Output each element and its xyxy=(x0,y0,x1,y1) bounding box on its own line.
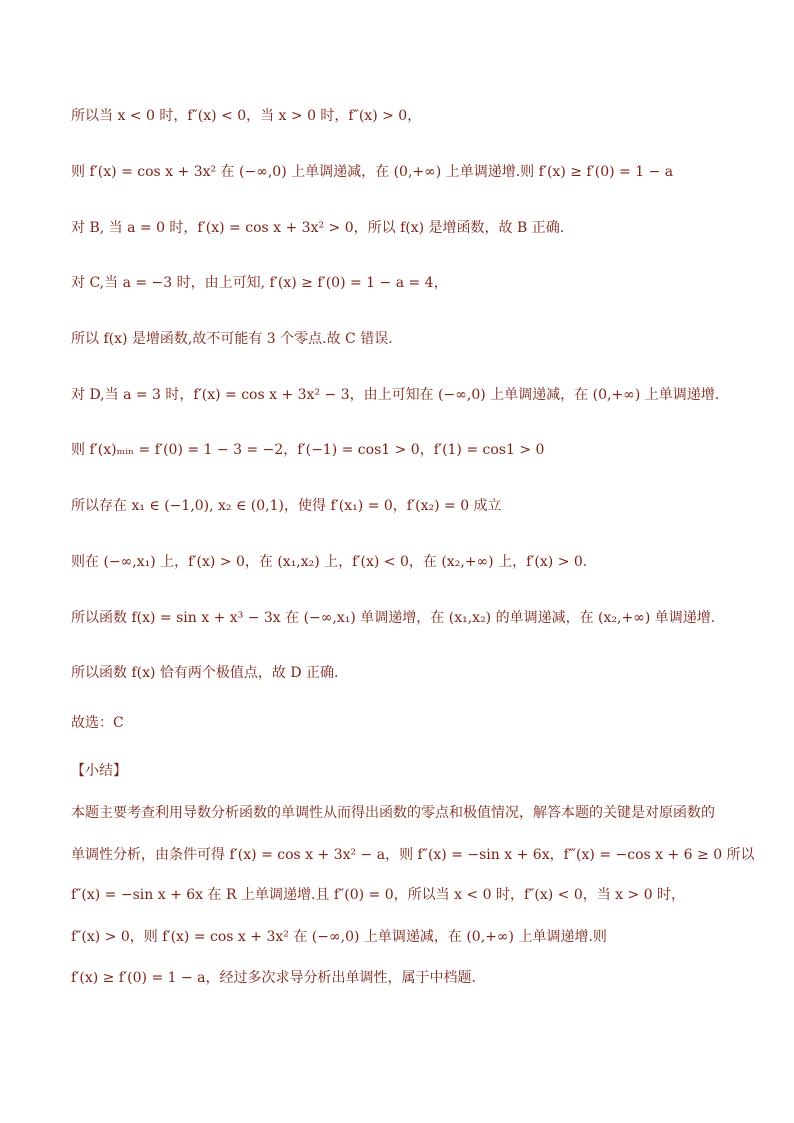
line-7: 则 f′(x)ₘᵢₙ = f′(0) = 1 − 3 = −2，f′(−1) = cos1 > 0，f′(1) = cos1 > 0 xyxy=(71,442,545,458)
summary-line-2: 单调性分析，由条件可得 f′(x) = cos x + 3x² − a，则 f″(x) = −sin x + 6x，f‴(x) = −cos x + 6 ≥ 0 所以 xyxy=(71,847,755,863)
line-4: 对 C,当 a = −3 时，由上可知, f′(x) ≥ f′(0) = 1 − a = 4， xyxy=(71,275,448,291)
line-11: 所以函数 f(x) 恰有两个极值点，故 D 正确. xyxy=(71,665,339,681)
line-6: 对 D,当 a = 3 时，f′(x) = cos x + 3x² − 3，由上可知在 (−∞,0) 上单调递减，在 (0,+∞) 上单调递增. xyxy=(71,387,720,403)
summary-title: 【小结】 xyxy=(71,763,127,779)
line-3: 对 B, 当 a = 0 时，f′(x) = cos x + 3x² > 0，所以 f(x) 是增函数，故 B 正确. xyxy=(71,220,565,236)
line-2: 则 f′(x) = cos x + 3x² 在 (−∞,0) 上单调递减，在 (0,+∞) 上单调递增.则 f′(x) ≥ f′(0) = 1 − a xyxy=(71,164,674,180)
answer-line: 故选：C xyxy=(71,715,124,731)
line-8: 所以存在 x₁ ∈ (−1,0), x₂ ∈ (0,1)，使得 f′(x₁) = 0，f′(x₂) = 0 成立 xyxy=(71,498,502,514)
summary-line-4: f″(x) > 0，则 f′(x) = cos x + 3x² 在 (−∞,0) 上单调递减，在 (0,+∞) 上单调递增.则 xyxy=(71,929,607,945)
line-10: 所以函数 f(x) = sin x + x³ − 3x 在 (−∞,x₁) 单调递增，在 (x₁,x₂) 的单调递减，在 (x₂,+∞) 单调递增. xyxy=(71,610,716,626)
summary-line-1: 本题主要考查利用导数分析函数的单调性从而得出函数的零点和极值情况，解答本题的关键是对原函数的 xyxy=(71,805,715,821)
line-9: 则在 (−∞,x₁) 上，f′(x) > 0，在 (x₁,x₂) 上，f′(x) < 0，在 (x₂,+∞) 上，f′(x) > 0. xyxy=(71,554,588,570)
summary-line-5: f′(x) ≥ f′(0) = 1 − a，经过多次求导分析出单调性，属于中档题. xyxy=(71,970,476,986)
line-5: 所以 f(x) 是增函数,故不可能有 3 个零点.故 C 错误. xyxy=(71,331,393,347)
summary-line-3: f″(x) = −sin x + 6x 在 R 上单调递增.且 f″(0) = 0，所以当 x < 0 时，f″(x) < 0，当 x > 0 时， xyxy=(71,887,686,903)
line-1: 所以当 x < 0 时，f″(x) < 0，当 x > 0 时，f″(x) > 0， xyxy=(71,108,422,124)
